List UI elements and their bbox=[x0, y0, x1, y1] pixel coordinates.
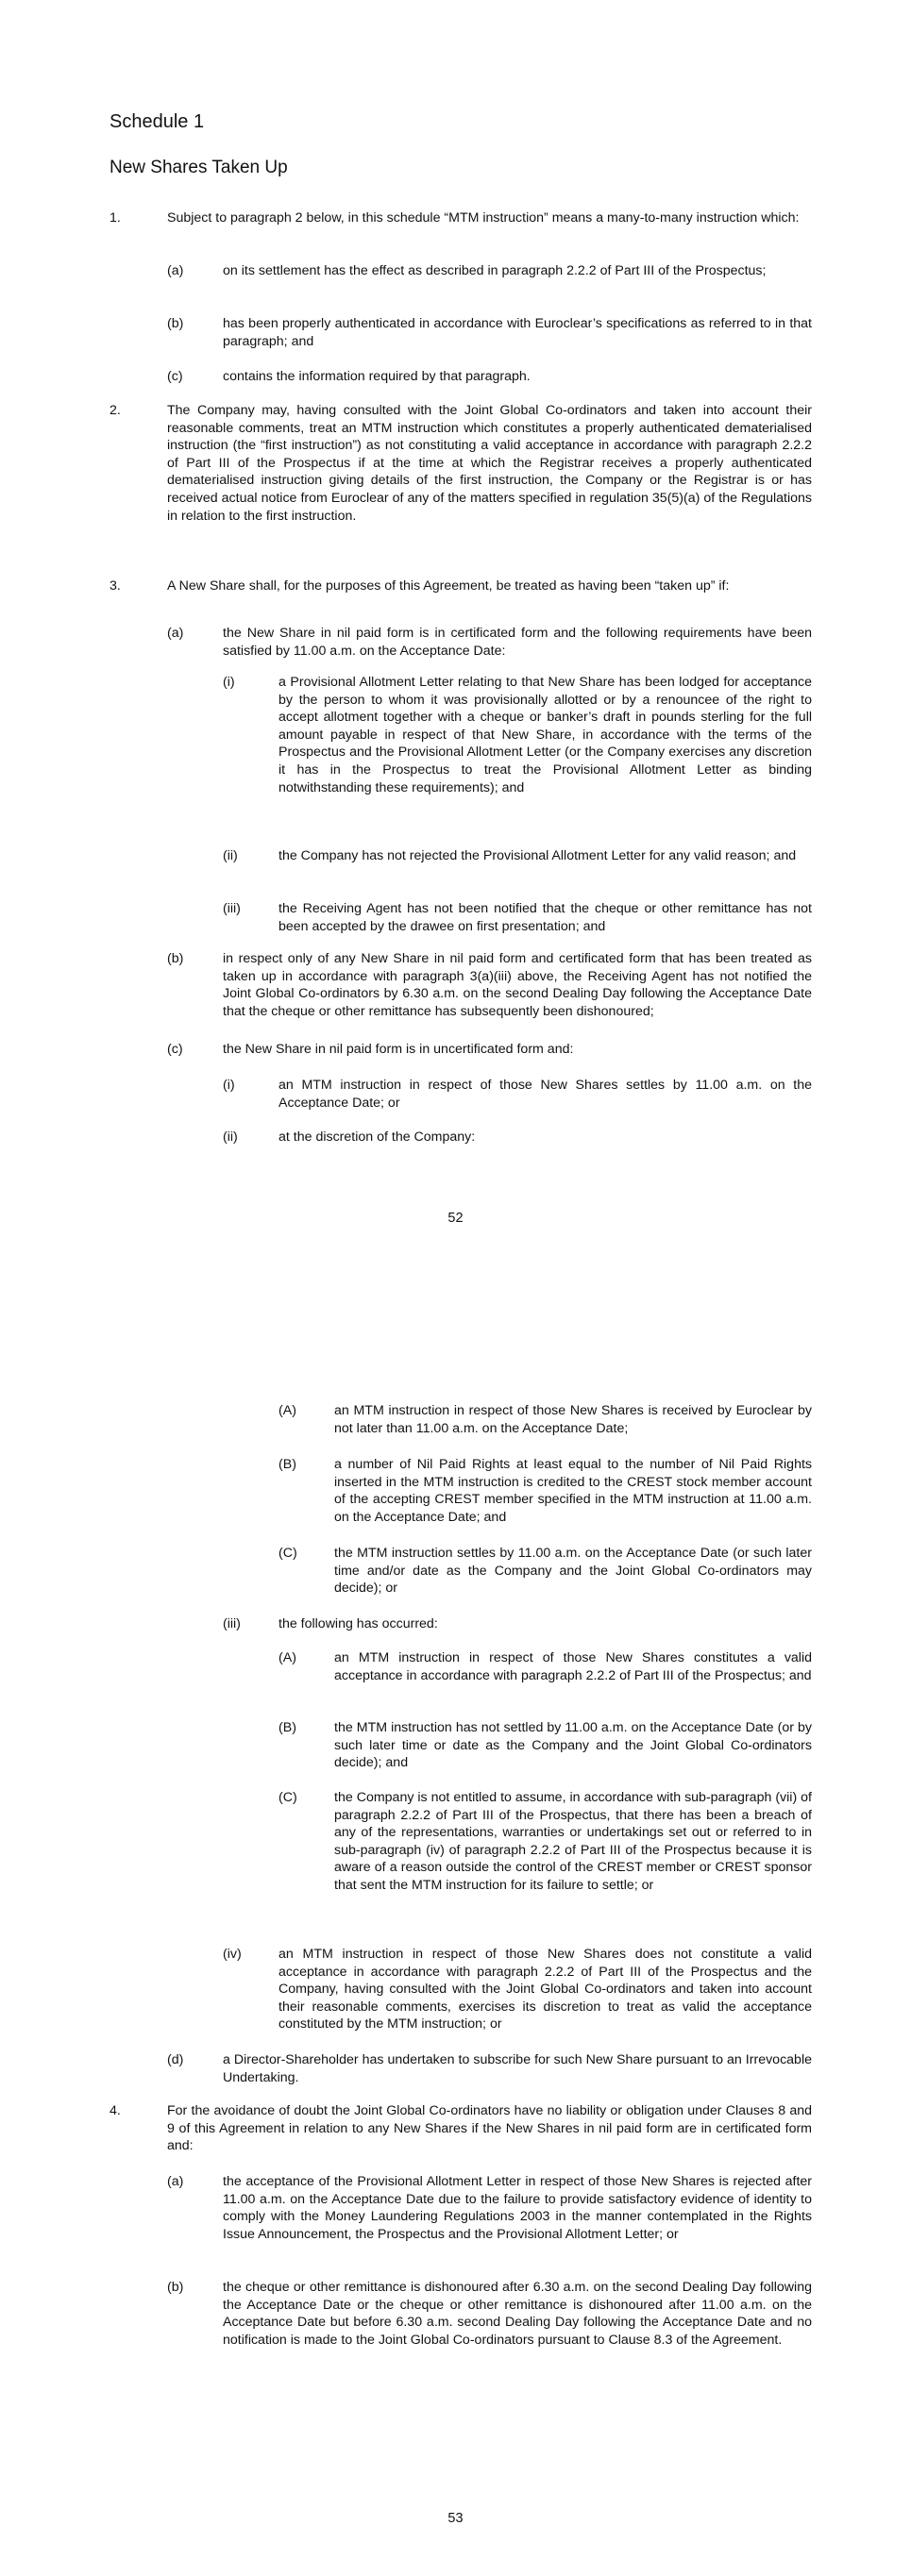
document-page-53 bbox=[0, 1260, 911, 2576]
clause-number: (b) bbox=[167, 2280, 184, 2295]
clause-number: (b) bbox=[167, 316, 184, 331]
clause-number: (A) bbox=[278, 1403, 296, 1418]
clause-text: the New Share in nil paid form is in uncertificated form and: bbox=[223, 1042, 574, 1057]
clause-number: (a) bbox=[167, 2174, 184, 2189]
page-number: 52 bbox=[447, 1211, 464, 1226]
clause-number: (d) bbox=[167, 2052, 184, 2067]
clause-text: the following has occurred: bbox=[278, 1616, 438, 1631]
clause-number: (iv) bbox=[223, 1947, 242, 1962]
clause-text: an MTM instruction in respect of those New Shares does not constitute a valid acceptance in accordance with paragraph 2.2.2 of Part III of the Prospectus and the Company, having consulted with the Joint Global Co-ordinators and taken into account their reasonable comments, exercises its discretion to treat as valid the acceptance constituted by the MTM instruction; or bbox=[278, 1947, 812, 2032]
clause-number: 4. bbox=[110, 2103, 121, 2118]
clause-number: (ii) bbox=[223, 848, 238, 863]
clause-number: (b) bbox=[167, 951, 184, 966]
clause-number: 1. bbox=[110, 210, 121, 226]
clause-number: (a) bbox=[167, 626, 184, 641]
clause-number: (a) bbox=[167, 263, 184, 278]
clause-text: the MTM instruction settles by 11.00 a.m. on the Acceptance Date (or such later time and/or date as the Company and the Joint Global Co-ordinators may decide); or bbox=[334, 1546, 812, 1597]
clause-text: a Provisional Allotment Letter relating to that New Share has been lodged for acceptance by the person to whom it was provisionally allotted or by a renouncee of the right to accept allotment together with a cheque or banker’s draft in pounds sterling for the full amount payable in respect of that New Share, in accordance with the terms of the Prospectus and the Provisional Allotment Letter (or the Company exercises any discretion it has in the Prospectus to treat the Provisional Allotment Letter as binding notwithstanding these requirements); and bbox=[278, 675, 812, 795]
clause-text: an MTM instruction in respect of those New Shares constitutes a valid acceptance in accordance with paragraph 2.2.2 of Part III of the Prospectus; and bbox=[334, 1650, 812, 1683]
clause-text: The Company may, having consulted with the Joint Global Co-ordinators and taken into account their reasonable comments, treat an MTM instruction which constitutes a properly authenticated dematerialised instruction (the “first instruction”) as not constituting a valid acceptance in accordance with paragraph 2.2.2 of Part III of the Prospectus if at the time at which the Registrar receives a properly authenticated dematerialised instruction giving details of the first instruction, the Company or the Registrar is or has received actual notice from Euroclear of any of the matters specified in regulation 35(5)(a) of the Regulations in relation to the first instruction. bbox=[167, 403, 812, 524]
page-number: 53 bbox=[447, 2511, 464, 2526]
clause-text: an MTM instruction in respect of those New Shares is received by Euroclear by not later than 11.00 a.m. on the Acceptance Date; bbox=[334, 1403, 812, 1436]
clause-number: (iii) bbox=[223, 901, 241, 916]
clause-text: in respect only of any New Share in nil paid form and certificated form that has been treated as taken up in accordance with paragraph 3(a)(iii) above, the Receiving Agent has not notified the Joint Global Co-ordinators by 6.30 a.m. on the second Dealing Day following the Acceptance Date that the cheque or other remittance has subsequently been dishonoured; bbox=[223, 951, 812, 1019]
clause-number: (C) bbox=[278, 1790, 297, 1805]
document-page-52 bbox=[0, 0, 911, 1260]
clause-number: (i) bbox=[223, 1078, 235, 1093]
clause-number: (B) bbox=[278, 1720, 296, 1735]
clause-text: the cheque or other remittance is dishonoured after 6.30 a.m. on the second Dealing Day following the Acceptance Date or the cheque or other remittance is dishonoured after 11.00 a.m. on the Acceptance Date but before 6.30 a.m. second Dealing Day following the Acceptance Date and no notification is made to the Joint Global Co-ordinators pursuant to Clause 8.3 of the Agreement. bbox=[223, 2280, 812, 2348]
schedule-title: Schedule 1 bbox=[110, 111, 205, 132]
clause-text: the New Share in nil paid form is in certificated form and the following requirements have been satisfied by 11.00 a.m. on the Acceptance Date: bbox=[223, 626, 812, 659]
clause-text: at the discretion of the Company: bbox=[278, 1129, 476, 1145]
clause-text: the Company is not entitled to assume, in accordance with sub-paragraph (vii) of paragraph 2.2.2 of Part III of the Prospectus, that there has been a breach of any of the representations, warranties or undertakings set out or referred to in sub-paragraph (iv) of paragraph 2.2.2 of Part III of the Prospectus because it is aware of a reason outside the control of the CREST member or CREST sponsor that sent the MTM instruction for its failure to settle; or bbox=[334, 1790, 812, 1893]
clause-number: (A) bbox=[278, 1650, 296, 1665]
clause-text: an MTM instruction in respect of those New Shares settles by 11.00 a.m. on the Acceptance Date; or bbox=[278, 1078, 812, 1111]
clause-number: (c) bbox=[167, 369, 183, 384]
clause-text: the Company has not rejected the Provisional Allotment Letter for any valid reason; and bbox=[278, 848, 797, 863]
clause-text: the MTM instruction has not settled by 11.00 a.m. on the Acceptance Date (or by such later time or date as the Company and the Joint Global Co-ordinators decide); and bbox=[334, 1720, 812, 1771]
clause-text: has been properly authenticated in accordance with Euroclear’s specifications as referred to in that paragraph; and bbox=[223, 316, 812, 349]
clause-number: 2. bbox=[110, 403, 121, 418]
clause-text: on its settlement has the effect as described in paragraph 2.2.2 of Part III of the Prospectus; bbox=[223, 263, 767, 278]
clause-number: (C) bbox=[278, 1546, 297, 1561]
clause-text: Subject to paragraph 2 below, in this schedule “MTM instruction” means a many-to-many instruction which: bbox=[167, 210, 800, 226]
clause-text: a number of Nil Paid Rights at least equal to the number of Nil Paid Rights inserted in the MTM instruction is credited to the CREST stock member account of the accepting CREST member specified in the MTM instruction at 11.00 a.m. on the Acceptance Date; and bbox=[334, 1457, 812, 1525]
schedule-subtitle: New Shares Taken Up bbox=[110, 158, 288, 177]
clause-number: (c) bbox=[167, 1042, 183, 1057]
clause-number: (i) bbox=[223, 675, 235, 690]
clause-number: (ii) bbox=[223, 1129, 238, 1145]
clause-text: contains the information required by that paragraph. bbox=[223, 369, 531, 384]
clause-number: (B) bbox=[278, 1457, 296, 1472]
clause-text: a Director-Shareholder has undertaken to subscribe for such New Share pursuant to an Irrevocable Undertaking. bbox=[223, 2052, 812, 2085]
clause-number: (iii) bbox=[223, 1616, 241, 1631]
clause-number: 3. bbox=[110, 578, 121, 594]
clause-text: the Receiving Agent has not been notified that the cheque or other remittance has not been accepted by the drawee on first presentation; and bbox=[278, 901, 812, 934]
clause-text: For the avoidance of doubt the Joint Global Co-ordinators have no liability or obligation under Clauses 8 and 9 of this Agreement in relation to any New Shares if the New Shares in nil paid form are in certificated form and: bbox=[167, 2103, 812, 2154]
clause-text: A New Share shall, for the purposes of this Agreement, be treated as having been “taken up” if: bbox=[167, 578, 730, 594]
clause-text: the acceptance of the Provisional Allotment Letter in respect of those New Shares is rejected after 11.00 a.m. on the Acceptance Date due to the failure to provide satisfactory evidence of identity to comply with the Money Laundering Regulations 2003 in the manner contemplated in the Rights Issue Announcement, the Prospectus and the Provisional Allotment Letter; or bbox=[223, 2174, 812, 2242]
